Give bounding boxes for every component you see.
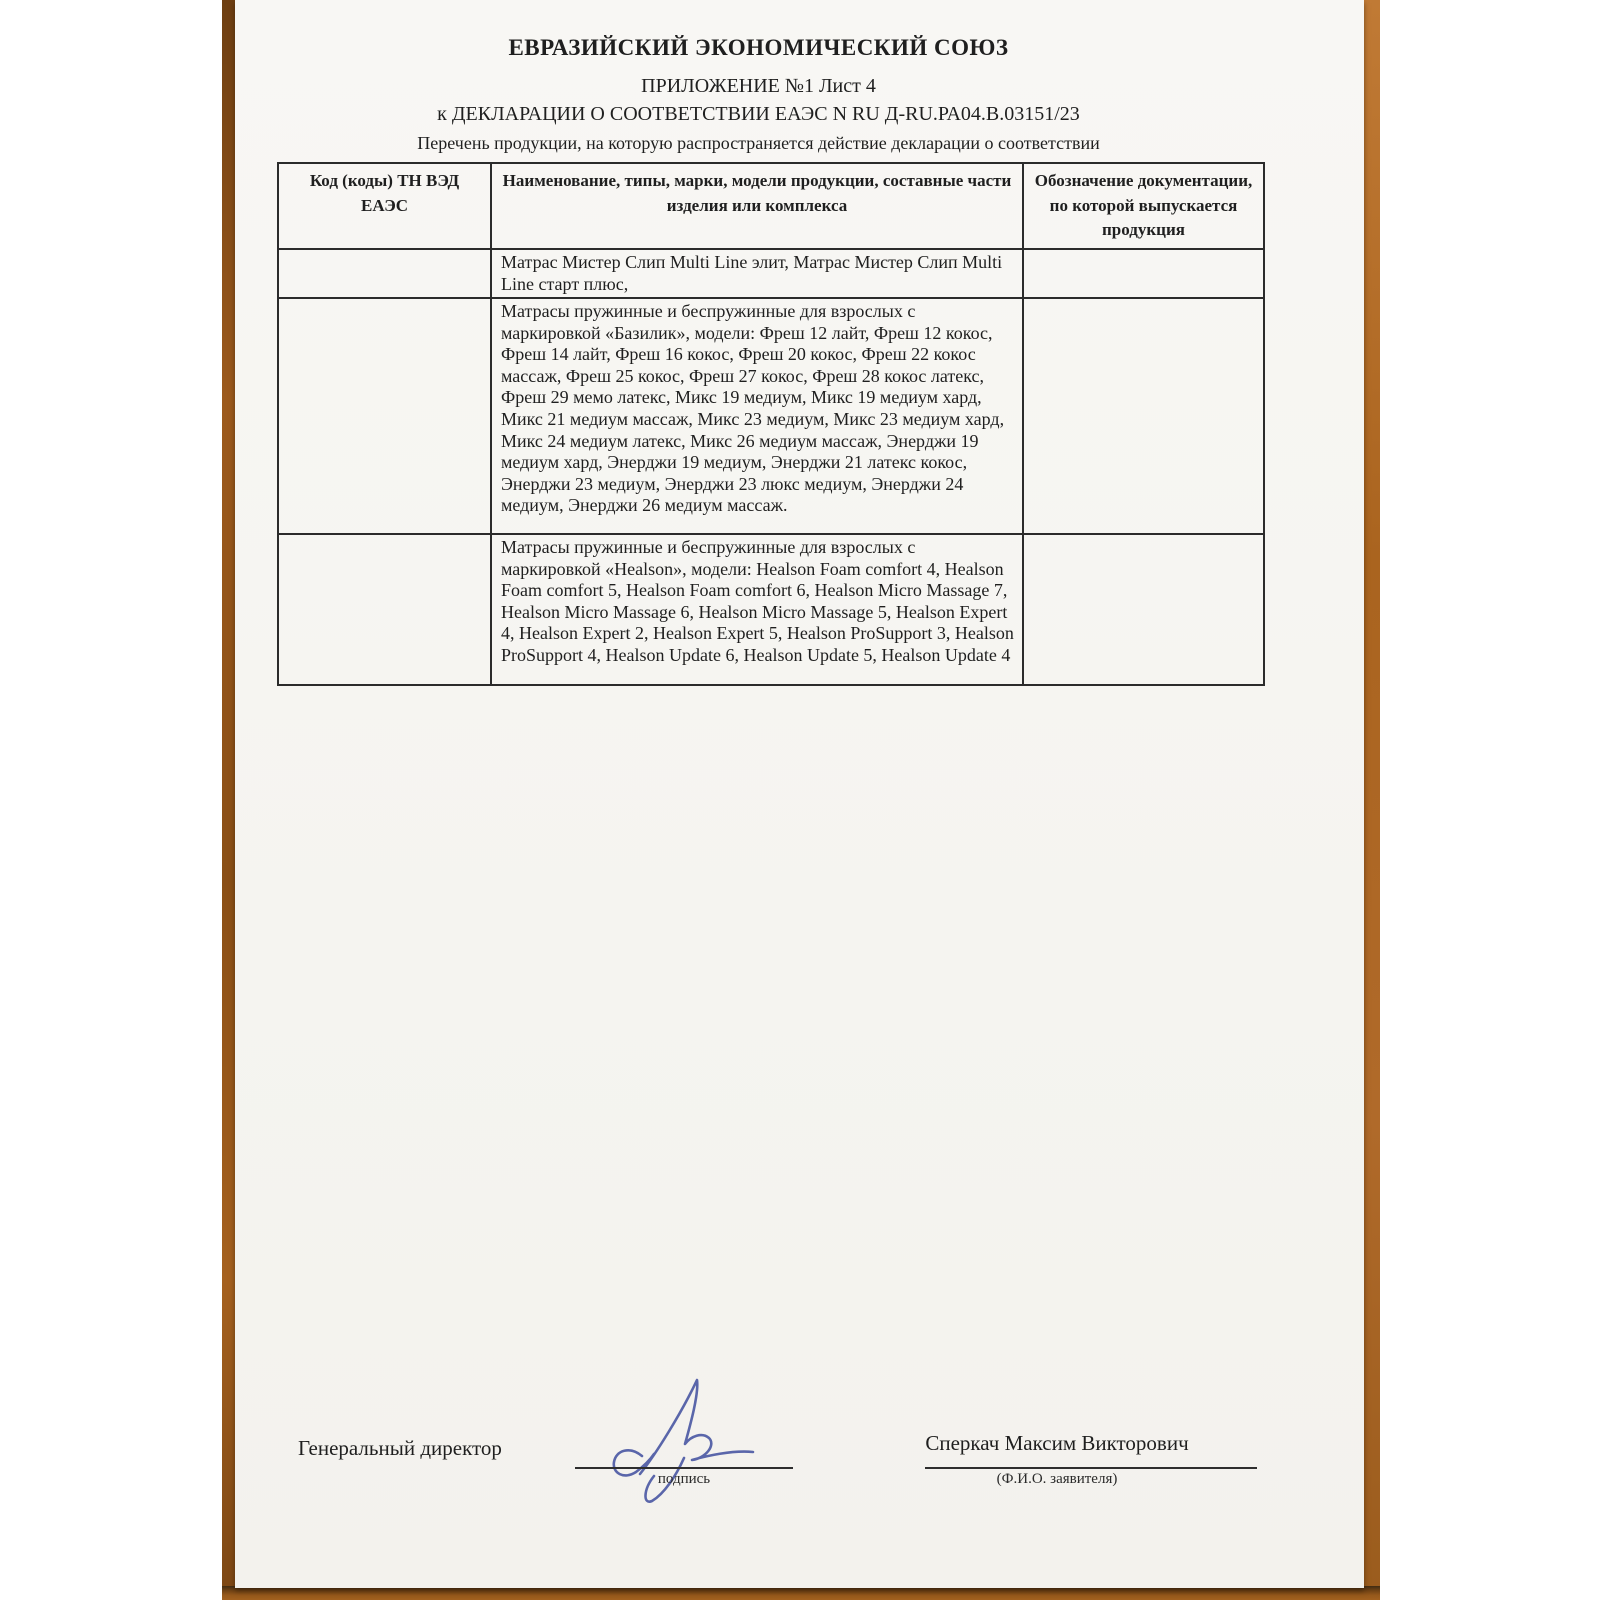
cell-doc: [1023, 249, 1264, 298]
director-role-label: Генеральный директор: [298, 1436, 502, 1460]
appendix-line: ПРИЛОЖЕНИЕ №1 Лист 4: [641, 74, 876, 97]
cell-name: Матрасы пружинные и беспружинные для взрослых с маркировкой «Базилик», модели: Фреш 12 лайт, Фреш 12 кокос, Фреш 14 лайт, Фреш 16 кокос, Фреш 20 кокос, Фреш 22 кокос массаж, Фреш 25 кокос, Фреш 27 кокос, Фреш 28 кокос латекс, Фреш 29 мемо латекс, Микс 19 медиум, Микс 19 медиум хард, Микс 21 медиум массаж, Микс 23 медиум, Микс 23 медиум хард, Микс 24 медиум латекс, Микс 26 медиум массаж, Энерджи 19 медиум хард, Энерджи 19 медиум, Энерджи 21 латекс кокос, Энерджи 23 медиум, Энерджи 23 люкс медиум, Энерджи 24 медиум, Энерджи 26 медиум массаж.: [491, 298, 1023, 534]
wood-table-edge-bottom: [222, 1586, 1380, 1600]
page-title: ЕВРАЗИЙСКИЙ ЭКОНОМИЧЕСКИЙ СОЮЗ: [508, 35, 1009, 60]
wood-table-edge-left: [222, 0, 236, 1600]
products-table: [277, 162, 1265, 686]
cell-name: Матрас Мистер Слип Multi Line элит, Матрас Мистер Слип Multi Line старт плюс,: [491, 249, 1023, 298]
cell-doc: [1023, 534, 1264, 685]
applicant-name-caption: (Ф.И.О. заявителя): [996, 1471, 1118, 1487]
product-list-line: Перечень продукции, на которую распространяется действие декларации о соответствии: [417, 132, 1100, 153]
paper-sheet: [235, 0, 1364, 1588]
header-code: Код (коды) ТН ВЭД ЕАЭС: [278, 163, 491, 249]
table-header-row: [278, 163, 1264, 249]
cell-name: Матрасы пружинные и беспружинные для взрослых с маркировкой «Healson», модели: Healson Foam comfort 4, Healson Foam comfort 5, Healson Foam comfort 6, Healson Micro Massage 7, Healson Micro Massage 6, Healson Micro Massage 5, Healson Expert 4, Healson Expert 2, Healson Expert 5, Healson ProSupport 3, Healson ProSupport 4, Healson Update 6, Healson Update 5, Healson Update 4: [491, 534, 1023, 685]
cell-code: [278, 534, 491, 685]
table-row: [278, 249, 1264, 298]
wood-table-edge-right: [1363, 0, 1380, 1600]
signature-line: [575, 1467, 793, 1469]
cell-code: [278, 298, 491, 534]
signature-section: [235, 1360, 1364, 1520]
table-row: [278, 534, 1264, 685]
header-doc: Обозначение документации, по которой выпускается продукция: [1023, 163, 1264, 249]
applicant-name-line: [925, 1467, 1257, 1469]
declaration-number-line: к ДЕКЛАРАЦИИ О СООТВЕТСТВИИ ЕАЭС N RU Д-RU.РА04.В.03151/23: [437, 102, 1080, 125]
signature-caption: подпись: [657, 1471, 711, 1487]
header-name: Наименование, типы, марки, модели продукции, составные части изделия или комплекса: [491, 163, 1023, 249]
document-photo: [222, 0, 1380, 1600]
table-row: [278, 298, 1264, 534]
applicant-name: Сперкач Максим Викторович: [925, 1431, 1189, 1455]
cell-code: [278, 249, 491, 298]
cell-doc: [1023, 298, 1264, 534]
document-header: [235, 0, 1364, 154]
